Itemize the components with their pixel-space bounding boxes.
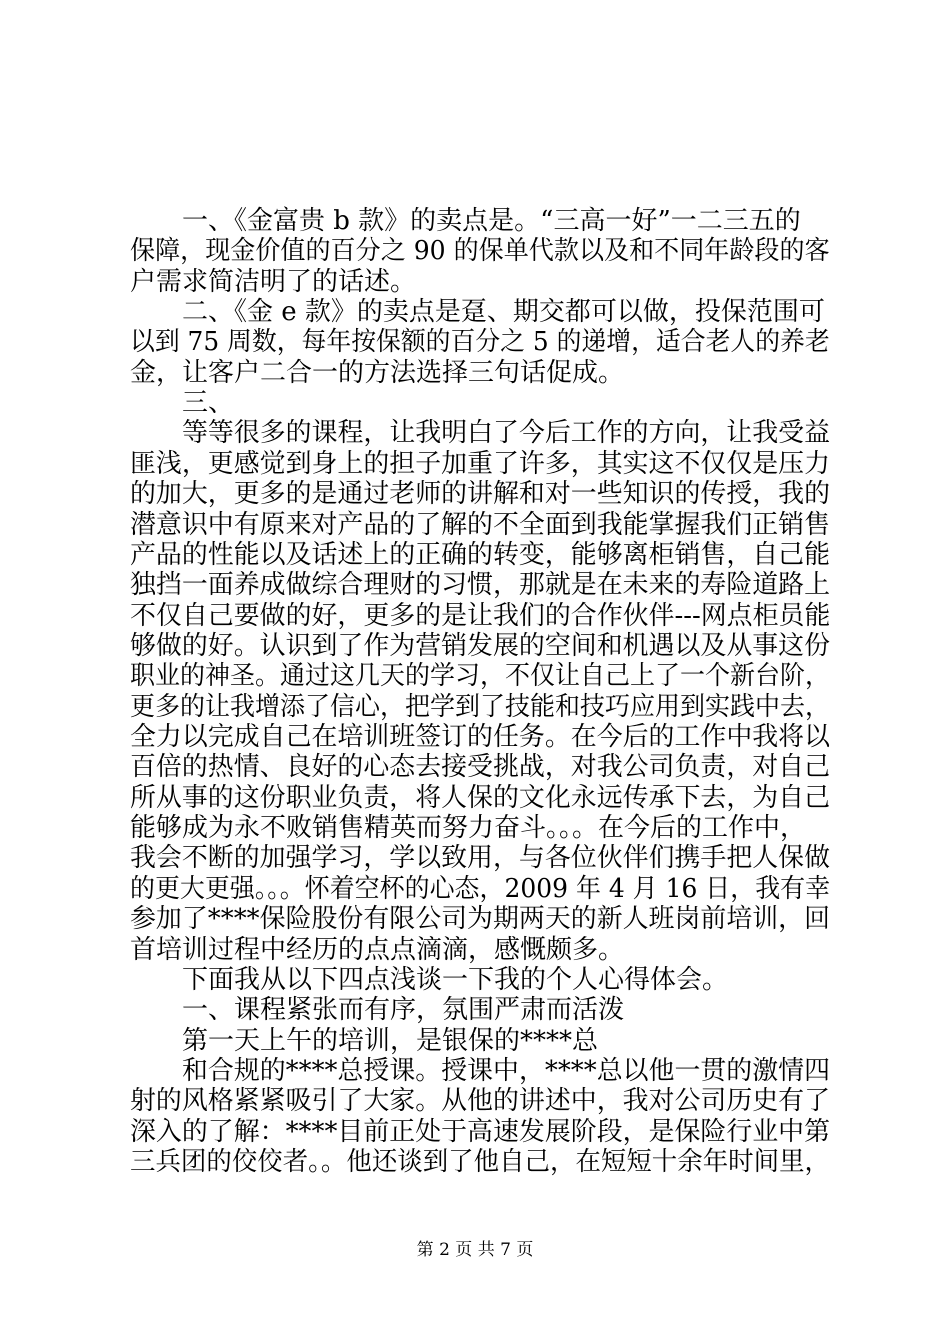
text-line: 参加了****保险股份有限公司为期两天的新人班岗前培训，回 [130,904,831,934]
text-line: 匪浅，更感觉到身上的担子加重了许多，其实这不仅仅是压力 [130,449,831,479]
text-line: 下面我从以下四点浅谈一下我的个人心得体会。 [182,965,729,995]
text-line: 和合规的****总授课。授课中，****总以他一贯的激情四 [182,1056,831,1086]
text-line: 潜意识中有原来对产品的了解的不全面到我能掌握我们正销售 [130,510,831,540]
text-line: 的加大，更多的是通过老师的讲解和对一些知识的传授，我的 [130,479,831,509]
text-line: 金，让客户二合一的方法选择三句话促成。 [130,358,625,388]
text-line: 等等很多的课程，让我明白了今后工作的方向，让我受益 [182,418,831,448]
text-line: 产品的性能以及话述上的正确的转变，能够离柜销售，自己能 [130,540,831,570]
text-line: 的更大更强。。。怀着空杯的心态，2009 年 4 月 16 日，我有幸 [130,874,831,904]
text-line: 三兵团的佼佼者。。他还谈到了他自己，在短短十余年时间里， [130,1147,831,1177]
text-line: 我会不断的加强学习，学以致用，与各位伙伴们携手把人保做 [130,843,831,873]
text-line: 三、 [182,388,235,418]
text-line: 独挡一面养成做综合理财的习惯，那就是在未来的寿险道路上 [130,570,831,600]
text-line: 更多的让我增添了信心，把学到了技能和技巧应用到实践中去， [130,692,830,722]
text-line: 一、《金富贵 b 款》的卖点是。“三高一好”一二三五的 [182,206,801,236]
text-line: 保障，现金价值的百分之 90 的保单代款以及和不同年龄段的客 [130,236,830,266]
text-line: 百倍的热情、良好的心态去接受挑战，对我公司负责，对自己 [130,752,831,782]
text-line: 职业的神圣。通过这几天的学习，不仅让自己上了一个新台阶， [130,661,830,691]
text-line: 能够成为永不败销售精英而努力奋斗。。。在今后的工作中， [130,813,807,843]
text-line: 以到 75 周数，每年按保额的百分之 5 的递增，适合老人的养老 [130,327,830,357]
text-line: 一、课程紧张而有序，氛围严肃而活泼 [182,995,625,1025]
text-line: 够做的好。认识到了作为营销发展的空间和机遇以及从事这份 [130,631,831,661]
text-line: 二、《金 e 款》的卖点是趸、期交都可以做，投保范围可 [182,297,825,327]
text-line: 全力以完成自己在培训班签订的任务。在今后的工作中我将以 [130,722,831,752]
text-line: 深入的了解：****目前正处于高速发展阶段，是保险行业中第 [130,1117,831,1147]
page-footer: 第 2 页 共 7 页 [416,1240,534,1260]
text-line: 第一天上午的培训，是银保的****总 [182,1026,599,1056]
text-line: 所从事的这份职业负责，将人保的文化永远传承下去，为自己 [130,783,831,813]
text-line: 不仅自己要做的好，更多的是让我们的合作伙伴---网点柜员能 [130,601,831,631]
text-line: 户需求简洁明了的话述。 [130,267,417,297]
text-line: 首培训过程中经历的点点滴滴，感慨颇多。 [130,935,625,965]
text-line: 射的风格紧紧吸引了大家。从他的讲述中，我对公司历史有了 [130,1086,831,1116]
